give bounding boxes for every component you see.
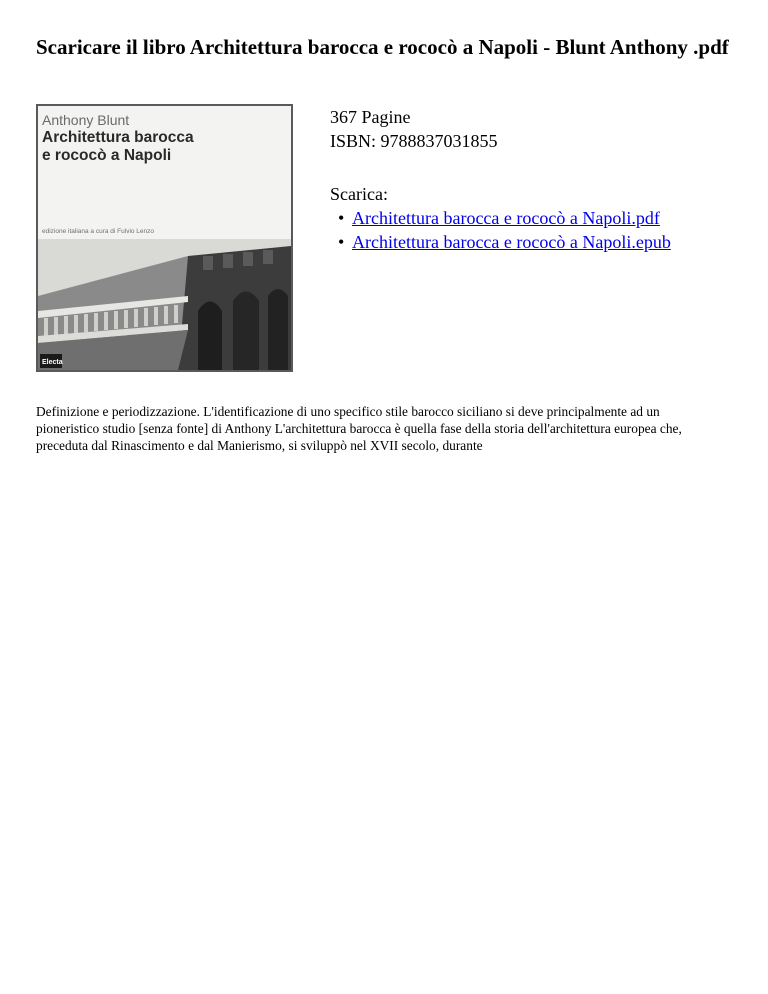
cover-publisher: Electa [42,359,63,366]
cover-author: Anthony Blunt [42,112,130,128]
download-list [338,206,671,254]
download-link-epub[interactable]: Architettura barocca e rococò a Napoli.epub [352,232,671,252]
cover-photo [38,239,291,370]
page-title: Scaricare il libro Architettura barocca e rococò a Napoli - Blunt Anthony .pdf [36,35,729,59]
book-description: Definizione e periodizzazione. L'identificazione di uno specifico stile barocco siciliano si deve principalmente ad un pioneristico studio [senza fonte] di Anthony L'architettura barocca è quella fase della storia dell'architettura europea che, preceduta dal Rinascimento e dal Manierismo, si sviluppò nel XVII secolo, durante [36,404,682,453]
bullet: • [338,232,345,252]
page-count: 367 Pagine [330,107,411,127]
book-cover-image [36,104,293,372]
bullet: • [338,208,345,228]
download-item-epub [338,230,671,254]
cover-title-line1: Architettura barocca [42,129,194,146]
download-label: Scarica: [330,184,388,204]
book-meta [330,105,498,153]
cover-edition: edizione italiana a cura di Fulvio Lenzo [42,228,155,235]
cover-title-line2: e rococò a Napoli [42,147,172,164]
isbn: ISBN: 9788837031855 [330,131,498,151]
download-link-pdf[interactable]: Architettura barocca e rococò a Napoli.pdf [352,208,660,228]
download-item-pdf [338,206,671,230]
